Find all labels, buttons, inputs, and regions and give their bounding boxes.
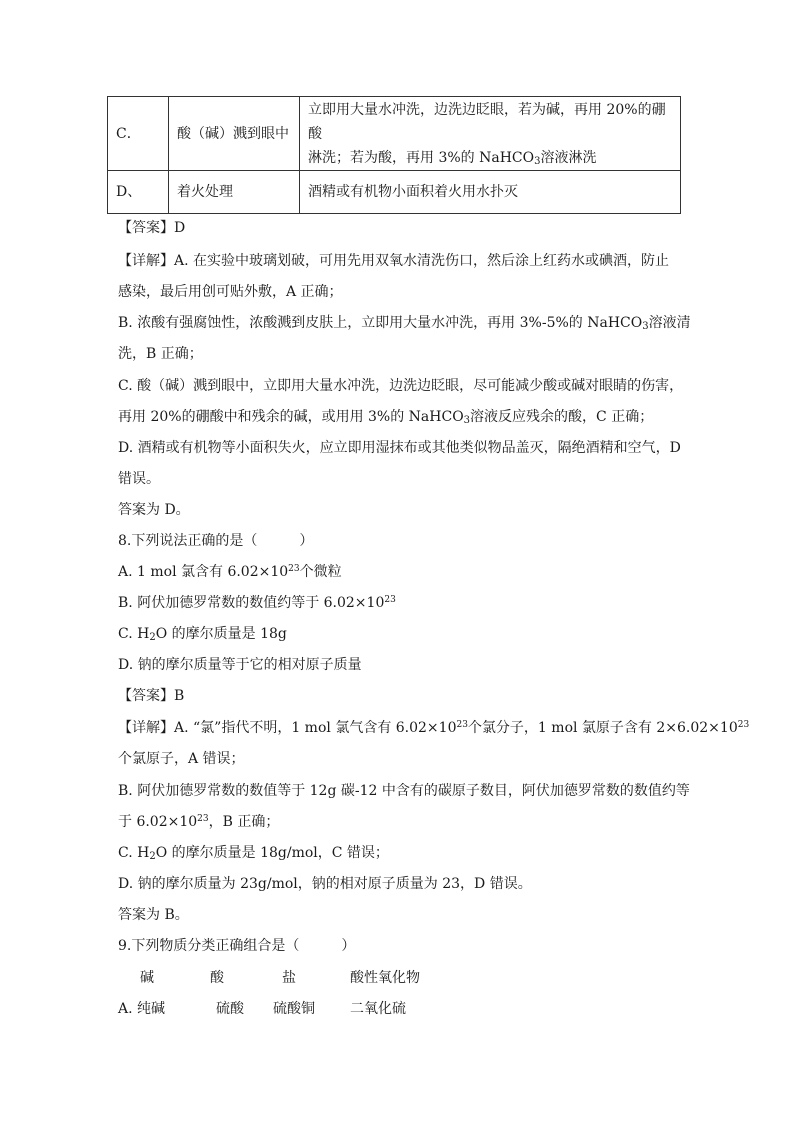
subscript: 3 [534, 155, 541, 167]
subscript: 3 [463, 415, 471, 426]
detail-line: D. 钠的摩尔质量为 23g/mol，钠的相对原子质量为 23，D 错误。 [118, 876, 532, 892]
text-run: 溶液清 [648, 315, 691, 331]
text-run: O 的摩尔质量是 18g [155, 626, 287, 642]
text-run: ，B 正确； [208, 814, 280, 830]
answer-line: 【答案】D [118, 220, 186, 236]
detail-line: C. 酸（碱）溅到眼中，立即用大量水冲洗，边洗边眨眼，尽可能减少酸或碱对眼睛的伤害， [118, 378, 684, 394]
detail-line [118, 843, 389, 863]
detail-line: 洗，B 正确； [118, 346, 203, 362]
option-b [118, 593, 396, 613]
table-row [108, 171, 681, 214]
detail-line: 个氯原子，A 错误； [118, 751, 245, 767]
row-a-salt: 硫酸铜 [273, 1001, 315, 1017]
header-acid: 酸 [210, 970, 224, 986]
superscript: 23 [197, 814, 209, 824]
detail-line: 【详解】A. 在实验中玻璃划破，可用先用双氧水清洗伤口，然后涂上红药水或碘酒，防止 [118, 253, 670, 269]
text-run: B. 阿伏加德罗常数的数值约等于 6.02×10 [118, 595, 385, 611]
detail-line: 感染，最后用创可贴外敷，A 正确； [118, 284, 343, 300]
final-answer: 答案为 D。 [118, 502, 190, 518]
detail-line: D. 酒精或有机物等小面积失火，应立即用湿抹布或其他类似物品盖灭，隔绝酒精和空气，D [118, 440, 681, 456]
row-label: C． [108, 97, 169, 171]
row-a-base: A. 纯碱 [118, 1001, 166, 1017]
text-run: 【详解】A. “氯”指代不明，1 mol 氯气含有 6.02×10 [118, 720, 457, 736]
question-stem: 9.下列物质分类正确组合是（ ） [118, 938, 356, 954]
detail-line: 错误。 [118, 471, 160, 487]
text-run: 个微粒 [299, 564, 342, 580]
text-run: B. 浓酸有强腐蚀性，浓酸溅到皮肤上，立即用大量水冲洗，再用 3%-5%的 NaHCO [118, 315, 643, 331]
safety-table [107, 96, 681, 214]
row-treatment [300, 97, 681, 171]
header-base: 碱 [140, 970, 154, 986]
superscript: 23 [288, 564, 300, 574]
question-stem: 8.下列说法正确的是（ ） [118, 533, 314, 549]
superscript: 23 [737, 720, 750, 730]
table-row [108, 97, 681, 171]
text-run: 个氯分子，1 mol 氯原子含有 2×6.02×10 [467, 720, 738, 736]
text-run: 溶液淋洗 [540, 149, 597, 166]
superscript: 23 [384, 595, 396, 605]
row-case: 着火处理 [169, 171, 300, 214]
header-salt: 盐 [282, 970, 296, 986]
subscript: 2 [149, 632, 156, 643]
text-run: 溶液反应残余的酸，C 正确； [470, 409, 654, 425]
treatment-line: 立即用大量水冲洗，边洗边眨眼，若为碱，再用 20%的硼酸 [308, 101, 666, 142]
treatment-line [308, 146, 672, 170]
option-a [118, 562, 342, 582]
subscript: 3 [642, 321, 649, 332]
text-run: A. 1 mol 氯含有 6.02×10 [118, 564, 289, 580]
final-answer: 答案为 B。 [118, 907, 189, 923]
text-run: 再用 20%的硼酸中和残余的碱，或用用 3%的 NaHCO [118, 409, 464, 425]
superscript: 23 [456, 720, 468, 730]
detail-line [118, 313, 691, 333]
row-case: 酸（碱）溅到眼中 [169, 97, 300, 171]
header-acidic-oxide: 酸性氧化物 [350, 970, 420, 986]
option-c [118, 624, 287, 644]
text-run: 于 6.02×10 [118, 814, 198, 830]
detail-line [118, 407, 653, 427]
text-run: 淋洗；若为酸，再用 3%的 NaHCO [308, 149, 535, 166]
row-a-acid: 硫酸 [216, 1001, 244, 1017]
detail-line [118, 812, 279, 832]
subscript: 2 [149, 851, 156, 862]
option-d: D. 钠的摩尔质量等于它的相对原子质量 [118, 657, 362, 673]
detail-line: B. 阿伏加德罗常数的数值等于 12g 碳-12 中含有的碳原子数目，阿伏加德罗常数的数值约等 [118, 783, 690, 799]
detail-line [118, 718, 749, 738]
text-run: C. H [118, 626, 150, 642]
row-a-oxide: 二氧化硫 [350, 1001, 406, 1017]
row-treatment: 酒精或有机物小面积着火用水扑灭 [300, 171, 681, 214]
row-label: D、 [108, 171, 169, 214]
text-run: C. H [118, 845, 150, 861]
text-run: O 的摩尔质量是 18g/mol，C 错误； [155, 845, 389, 861]
answer-line: 【答案】B [118, 688, 185, 704]
